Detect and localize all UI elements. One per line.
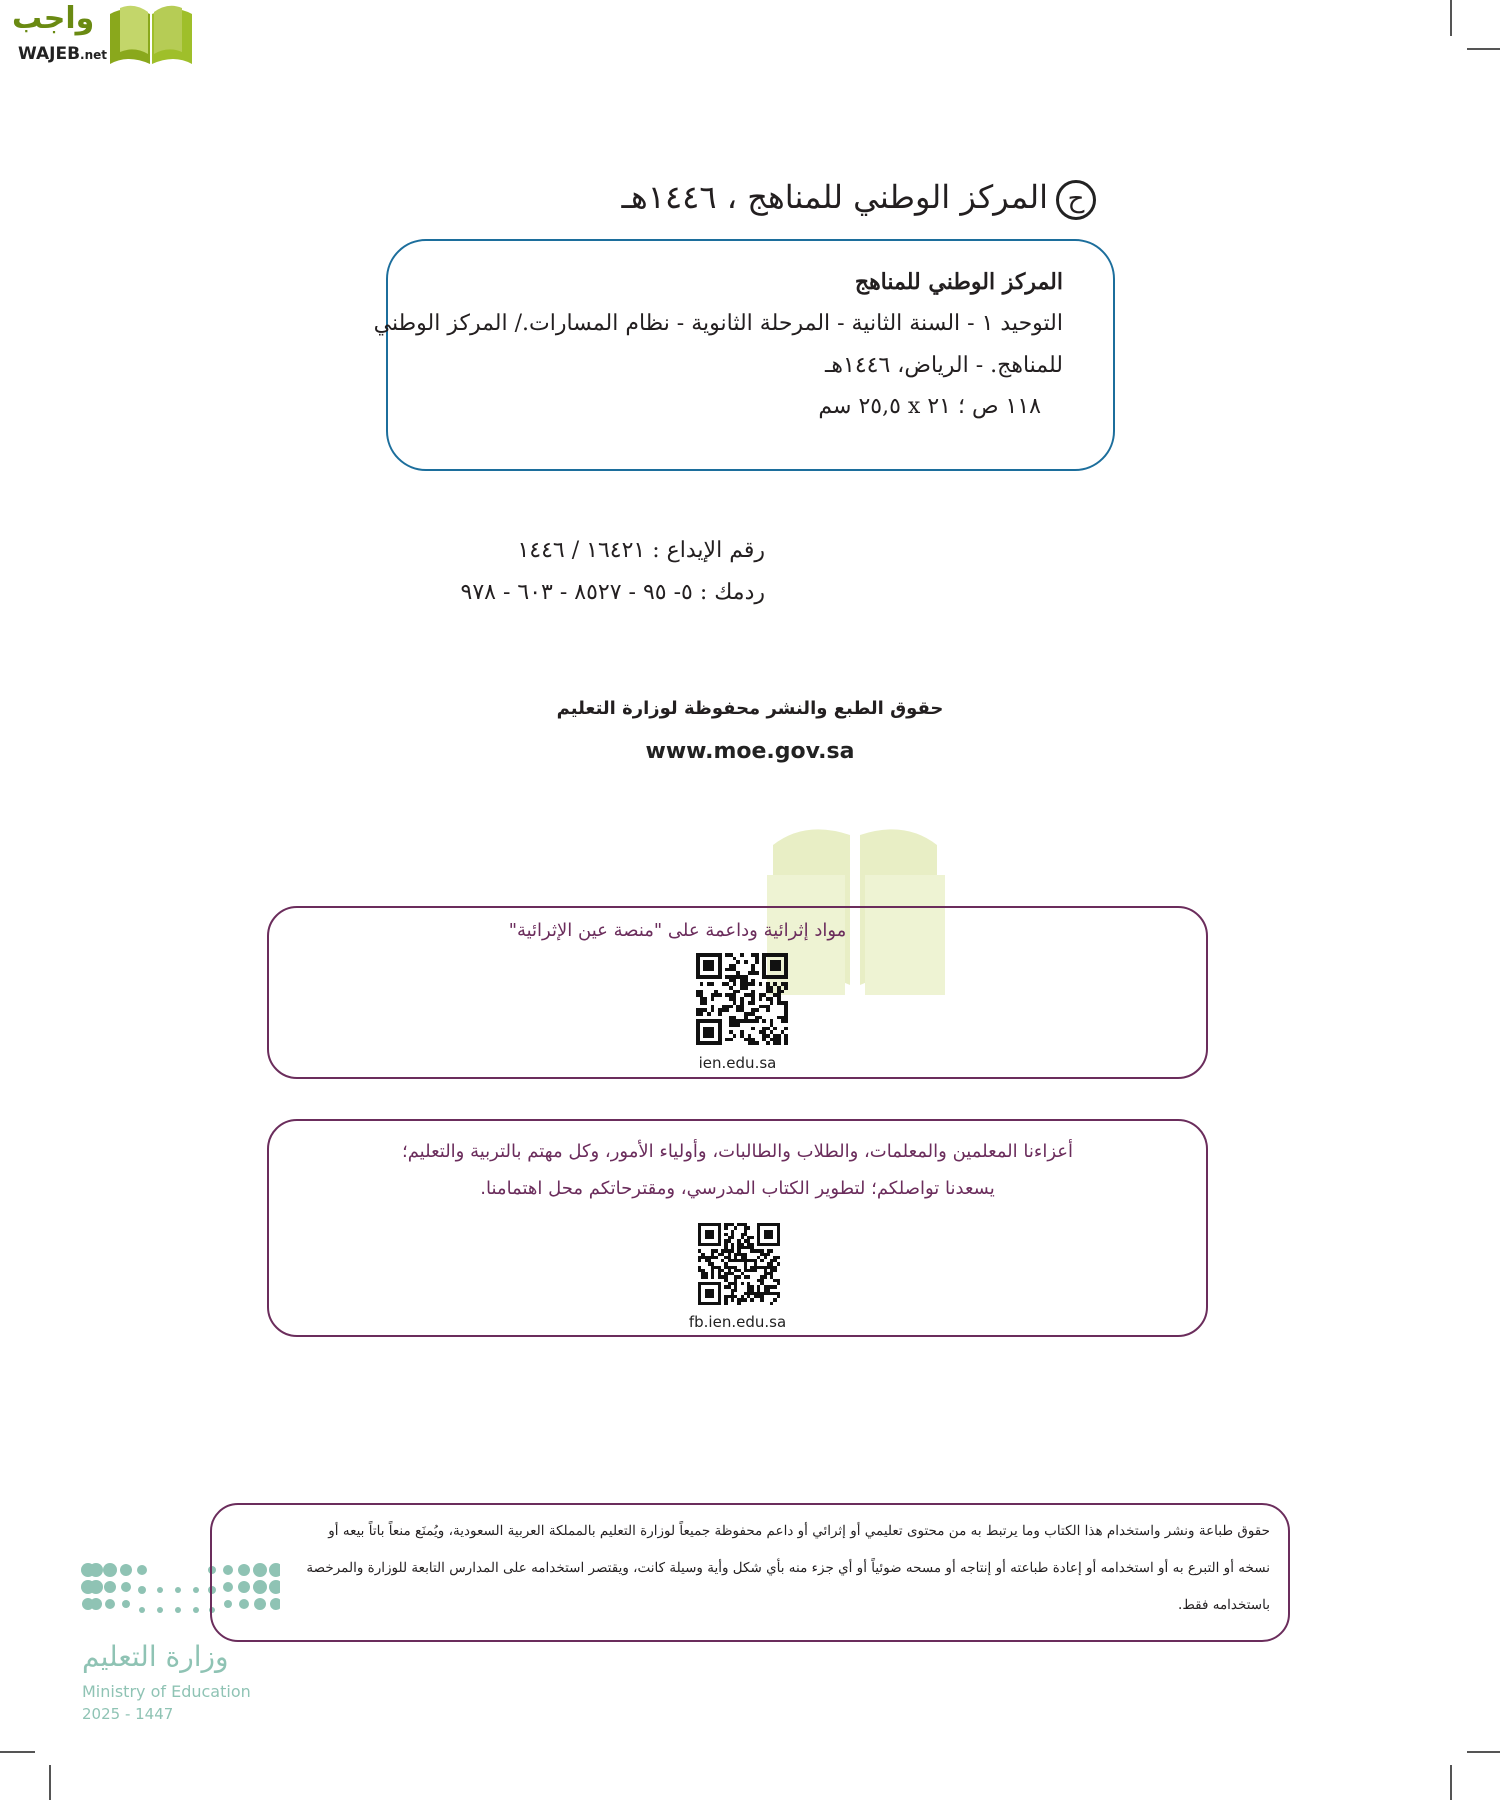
ministry-dot	[138, 1586, 146, 1594]
isbn: ردمك : ٥- ٩٥ - ٨٥٢٧ - ٦٠٣ - ٩٧٨	[460, 580, 765, 605]
feedback-line-1: أعزاءنا المعلمين والمعلمات، والطلاب والطالبات، وأولياء الأمور، وكل مهتم بالتربية والتعليم؛	[401, 1141, 1074, 1162]
feedback-line-2: يسعدنا تواصلكم؛ لتطوير الكتاب المدرسي، ومقترحاتكم محل اهتمامنا.	[480, 1178, 995, 1199]
ministry-dot	[193, 1587, 199, 1593]
legal-line-2: نسخه أو التبرع به أو استخدامه أو إعادة طباعته أو إنتاجه أو مسحه ضوئياً أو أي جزء منه بأي شكل وأية وسيلة كانت، ويقتصر استخدامه على المدارس التابعة للوزارة والمرخصة	[306, 1560, 1270, 1576]
enrichment-box	[267, 906, 1208, 1079]
legal-notice-box	[210, 1503, 1290, 1642]
ministry-dot	[89, 1580, 103, 1594]
crop-mark	[1450, 0, 1452, 36]
ministry-dot	[157, 1607, 163, 1613]
ministry-dot	[175, 1607, 181, 1613]
ministry-dot	[137, 1565, 147, 1575]
ministry-dot	[121, 1582, 131, 1592]
ministry-dot	[157, 1587, 163, 1593]
crop-mark	[49, 1765, 51, 1800]
catalog-publisher: للمناهج. - الرياض، ١٤٤٦هـ	[824, 353, 1063, 378]
rights-statement: حقوق الطبع والنشر محفوظة لوزارة التعليم	[556, 698, 944, 719]
book-icon	[106, 4, 196, 66]
ministry-arabic: وزارة التعليم	[82, 1640, 229, 1673]
deposit-number: رقم الإيداع : ١٦٤٢١ / ١٤٤٦	[517, 538, 765, 563]
ministry-dot	[103, 1563, 117, 1577]
wajeb-logo-latin: WAJEB.net	[18, 44, 108, 64]
feedback-box	[267, 1119, 1208, 1337]
crop-mark	[0, 1751, 35, 1753]
copyright-symbol-icon: ح	[1056, 180, 1096, 220]
website-link[interactable]: www.moe.gov.sa	[645, 739, 855, 764]
legal-line-3: باستخدامه فقط.	[1178, 1597, 1270, 1613]
crop-mark	[1450, 1765, 1452, 1800]
deposit-info	[461, 530, 766, 614]
ministry-dot	[193, 1607, 199, 1613]
ministry-dot	[90, 1598, 102, 1610]
ministry-dot	[105, 1599, 115, 1609]
wajeb-logo-arabic: واجب	[12, 1, 95, 36]
ministry-year: 2025 - 1447	[82, 1705, 174, 1723]
qr-code-feedback[interactable]	[698, 1223, 780, 1305]
qr-label-ien[interactable]: ien.edu.sa	[698, 1054, 777, 1072]
crop-mark	[1467, 48, 1500, 50]
ministry-dot	[120, 1564, 132, 1576]
ministry-dot	[139, 1607, 145, 1613]
ministry-english: Ministry of Education	[82, 1682, 251, 1701]
catalog-physical: ١١٨ ص ؛ ٢١ x ٢٥,٥ سم	[818, 394, 1041, 419]
copyright-text: المركز الوطني للمناهج ، ١٤٤٦هـ	[621, 178, 1048, 216]
ministry-dot	[122, 1600, 130, 1608]
cataloging-box	[373, 239, 1115, 471]
catalog-title: التوحيد ١ - السنة الثانية - المرحلة الثانوية - نظام المسارات./ المركز الوطني	[373, 311, 1063, 336]
enrichment-text: مواد إثرائية وداعمة على "منصة عين الإثرائية"	[508, 920, 847, 941]
crop-mark	[1467, 1751, 1500, 1753]
ministry-dot	[175, 1587, 181, 1593]
qr-module	[777, 1302, 780, 1305]
ministry-dot	[104, 1581, 116, 1593]
ministry-dot	[89, 1563, 103, 1577]
copyright-heading	[622, 178, 1096, 220]
legal-line-1: حقوق طباعة ونشر واستخدام هذا الكتاب وما يرتبط به من محتوى تعليمي أو إثرائي أو داعم محفوظة جميعاً لوزارة التعليم بالمملكة العربية السعودية، ويُمنَع منعاً باتاً بيعه أو	[328, 1523, 1270, 1539]
catalog-author: المركز الوطني للمناهج	[854, 269, 1063, 295]
wajeb-logo[interactable]	[8, 1, 193, 68]
qr-label-feedback[interactable]: fb.ien.edu.sa	[688, 1313, 787, 1331]
qr-code-ien[interactable]	[696, 953, 788, 1045]
qr-module	[784, 1041, 788, 1045]
